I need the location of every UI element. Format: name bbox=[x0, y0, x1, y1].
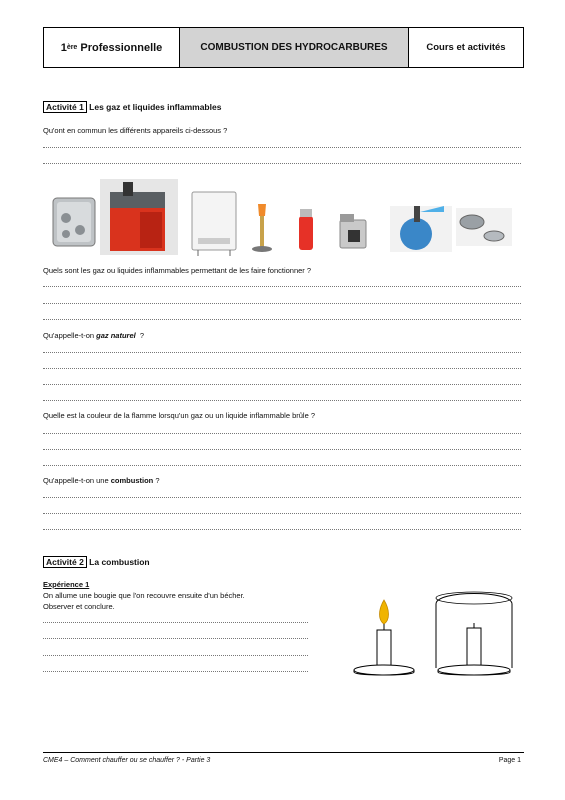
blowtorch-image bbox=[390, 206, 452, 252]
experiment-title: Expérience 1 bbox=[43, 580, 90, 589]
answer-line[interactable] bbox=[43, 465, 521, 466]
lit-candle bbox=[354, 600, 414, 675]
appliance-images bbox=[48, 176, 518, 256]
fondue-burner-image bbox=[456, 208, 512, 246]
answer-line[interactable] bbox=[43, 433, 521, 434]
answer-line[interactable] bbox=[43, 622, 308, 623]
activity1-heading bbox=[43, 102, 221, 112]
lighter-image bbox=[299, 209, 313, 250]
water-heater-image bbox=[192, 192, 236, 256]
answer-line[interactable] bbox=[43, 529, 521, 530]
answer-line[interactable] bbox=[43, 638, 308, 639]
question-2: Quels sont les gaz ou liquides inflammables permettant de les faire fonctionner ? bbox=[43, 266, 312, 275]
activity2-label: Activité 2 bbox=[43, 556, 87, 568]
answer-line[interactable] bbox=[43, 384, 521, 385]
activity2-heading bbox=[43, 557, 150, 567]
answer-line[interactable] bbox=[43, 352, 521, 353]
header-table bbox=[43, 27, 524, 68]
gas-stove-image bbox=[53, 198, 95, 246]
question-3 bbox=[43, 331, 144, 340]
q5-prefix: Qu'appelle-t-on une bbox=[43, 476, 111, 485]
activity1-title: Les gaz et liquides inflammables bbox=[89, 102, 222, 112]
q3-prefix: Qu'appelle-t-on bbox=[43, 331, 97, 340]
answer-line[interactable] bbox=[43, 400, 521, 401]
header-type: Cours et activités bbox=[426, 42, 506, 53]
q5-term: combustion bbox=[110, 476, 154, 485]
experiment-line-1: On allume une bougie que l'on recouvre ensuite d'un bécher. bbox=[43, 591, 245, 600]
boiler-image bbox=[100, 179, 178, 255]
level-sup: ère bbox=[66, 44, 78, 51]
answer-line[interactable] bbox=[43, 163, 521, 164]
candle-experiment-illustration bbox=[346, 586, 526, 682]
question-4: Quelle est la couleur de la flamme lorsqu'un gaz ou un liquide inflammable brûle ? bbox=[43, 411, 316, 420]
header-level bbox=[44, 28, 180, 67]
answer-line[interactable] bbox=[43, 303, 521, 304]
bunsen-burner-image bbox=[252, 204, 272, 252]
question-1: Qu'ont en commun les différents appareils ci-dessous ? bbox=[43, 126, 228, 135]
answer-line[interactable] bbox=[43, 449, 521, 450]
answer-line[interactable] bbox=[43, 671, 308, 672]
answer-line[interactable] bbox=[43, 513, 521, 514]
header-title: COMBUSTION DES HYDROCARBURES bbox=[180, 28, 409, 67]
q3-suffix: ? bbox=[135, 331, 145, 340]
q3-term: gaz naturel bbox=[96, 331, 136, 340]
answer-line[interactable] bbox=[43, 147, 521, 148]
question-5 bbox=[43, 476, 160, 485]
covered-candle bbox=[438, 623, 510, 675]
level-number: 1 bbox=[60, 41, 67, 54]
footer-rule bbox=[43, 752, 524, 753]
activity1-label: Activité 1 bbox=[43, 101, 87, 113]
level-text: Professionnelle bbox=[77, 41, 163, 54]
answer-line[interactable] bbox=[43, 655, 308, 656]
answer-line[interactable] bbox=[43, 286, 521, 287]
footer-page-number: Page 1 bbox=[498, 757, 521, 764]
q5-suffix: ? bbox=[153, 476, 160, 485]
answer-line[interactable] bbox=[43, 497, 521, 498]
footer-left: CME4 – Comment chauffer ou se chauffer ? - Partie 3 bbox=[43, 757, 211, 764]
activity2-title: La combustion bbox=[89, 557, 150, 567]
experiment-line-2: Observer et conclure. bbox=[43, 602, 115, 611]
answer-line[interactable] bbox=[43, 319, 521, 320]
answer-line[interactable] bbox=[43, 368, 521, 369]
zippo-lighter-image bbox=[340, 214, 366, 248]
